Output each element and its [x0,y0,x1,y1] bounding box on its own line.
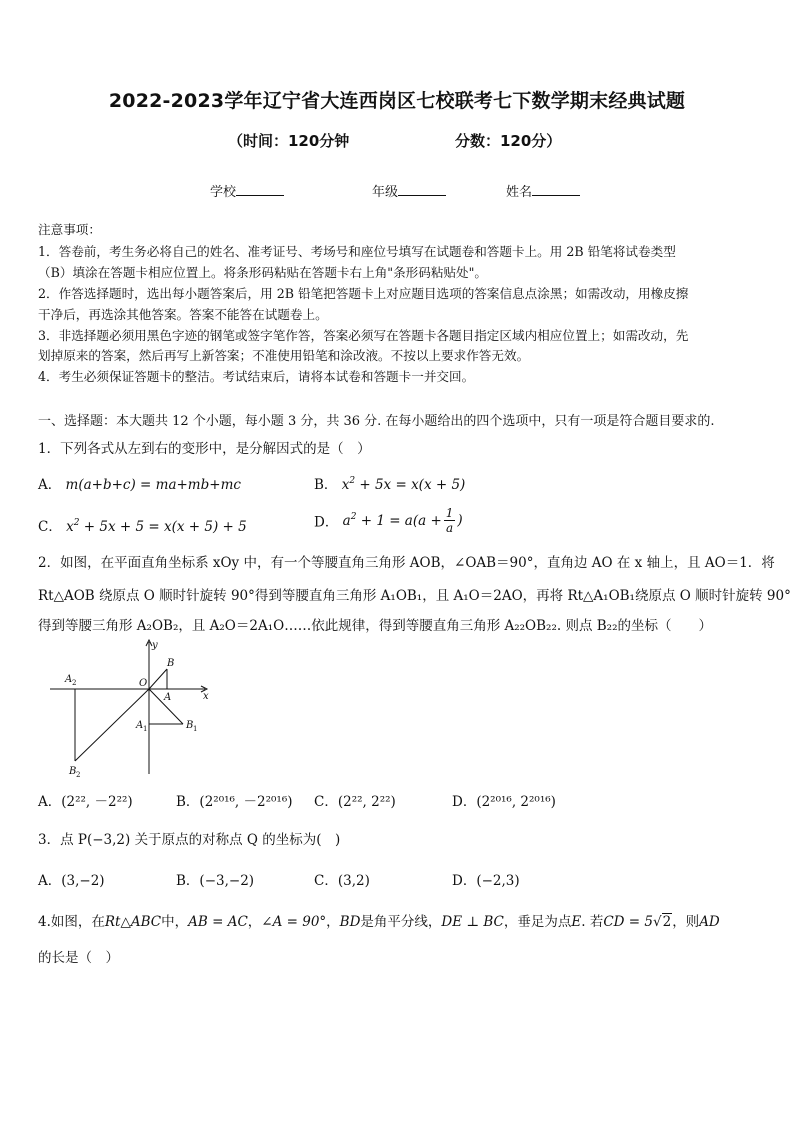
label-b1: B [186,720,194,731]
q1-option-b[interactable] [314,473,465,493]
label-a2-sub: 2 [72,679,77,687]
grade-field [372,181,446,200]
note-line: 1．答卷前，考生务必将自己的姓名、准考证号、考场号和座位号填写在试题卷和答题卡上。用 2B 铅笔将试卷类型 [38,244,676,259]
label-y: y [152,640,158,651]
grade-label: 年级 [372,185,399,200]
option-label: B． [314,477,338,493]
option-label: C． [314,794,338,810]
school-blank[interactable] [236,183,284,196]
q1-option-c[interactable] [38,515,247,535]
q2-line-1: 2．如图，在平面直角坐标系 xOy 中，有一个等腰直角三角形 AOB，∠OAB＝90°，直角边 AO 在 x 轴上，且 AO＝1．将 [38,555,775,571]
q4-math: ∠A = 90° [261,914,327,930]
q4-math: DE ⊥ BC [441,914,504,930]
q3-option-d[interactable] [452,869,520,889]
q4-text: ，则 [672,914,700,930]
section-heading: 一、选择题：本大题共 12 个小题，每小题 3 分，共 36 分. 在每小题给出的四个选项中，只有一项是符合题目要求的. [38,414,715,429]
exam-score: 分数：120分） [455,132,562,150]
name-blank[interactable] [532,183,580,196]
label-b2: B [69,766,77,777]
notes-heading: 注意事项： [38,222,101,237]
q1-option-a-text: m(a+b+c) = ma+mb+mc [65,477,241,493]
q4-text: ， [326,914,340,930]
q1-stem: 1．下列各式从左到右的变形中，是分解因式的是（ ） [38,441,371,457]
q4-text: 中， [161,914,189,930]
q3-option-b[interactable] [176,869,254,889]
option-label: A． [38,873,62,889]
school-label: 学校 [210,185,237,200]
option-label: C． [314,873,338,889]
q4-text: . 若 [581,914,604,930]
q3-option-a[interactable] [38,869,105,889]
option-label: A． [38,794,62,810]
fraction: $\frac{1}{a}$ [445,506,454,535]
q4-math: AB = AC [188,914,248,930]
option-label: D． [314,514,339,531]
q4-text: ，垂足为点 [503,914,572,930]
q4-text: ， [247,914,262,930]
option-label: B． [176,794,200,810]
note-line: （B）填涂在答题卡相应位置上。将条形码粘贴在答题卡右上角"条形码粘贴处"。 [38,265,488,280]
name-label: 姓名 [506,185,533,200]
label-x: x [203,691,209,702]
q2-option-a-text: (2²², －2²²) [61,794,133,810]
q1-option-d-text: $a^2 + 1 = a(a$ + [342,512,442,529]
q2-option-d-text: (2²⁰¹⁶, 2²⁰¹⁶) [476,794,556,810]
option-label: D． [452,873,477,889]
q2-option-d[interactable] [452,790,556,810]
school-field [210,181,284,200]
q4-text: 是角平分线， [360,914,442,930]
q2-option-a[interactable] [38,790,133,810]
note-line: 干净后，再选涂其他答案。答案不能答在试题卷上。 [38,307,328,322]
q4-line-2: 的长是（ ） [38,950,119,966]
label-b: B [167,658,175,669]
q4-line-1: 4.如图，在Rt△ABC中，AB = AC，∠A = 90°，BD是角平分线，DE ⊥ BC，垂足为点E. 若CD = 5√2，则AD [38,914,720,930]
label-b1-sub: 1 [193,725,198,733]
option-label: A． [38,477,62,493]
q4-text: 4.如图，在 [38,914,105,930]
note-line: 划掉原来的答案，然后再写上新答案；不准使用铅笔和涂改液。不按以上要求作答无效。 [38,348,530,363]
label-b2-sub: 2 [76,771,81,779]
q2-coordinate-figure [50,636,220,781]
q1-option-c-text: $x^2 + 5x + 5 = x(x + 5) + 5$ [66,518,247,535]
option-label: D． [452,794,477,810]
name-field [506,181,580,200]
q3-option-c-text: (3,2) [337,873,370,889]
option-label: C． [38,519,62,535]
label-a1: A [136,720,144,731]
q4-sqrt-value: 2 [662,914,672,930]
label-a2: A [65,674,73,685]
q4-math: CD = 5 [603,914,653,930]
q3-option-a-text: (3,−2) [61,873,105,889]
q3-option-d-text: (−2,3) [476,873,520,889]
segment-ob [149,669,167,689]
q1-option-d[interactable]: D． $a^2 + 1 = a(a$ + $\frac{1}{a}$ ) [314,506,463,535]
q3-stem: 3．点 P(−3,2) 关于原点的对称点 Q 的坐标为( ) [38,832,341,848]
label-a1-sub: 1 [143,725,148,733]
q4-math: AD [699,914,720,930]
q4-math: Rt△ABC [104,914,162,930]
q2-option-b[interactable] [176,790,293,810]
q2-line-2: Rt△AOB 绕原点 O 顺时针旋转 90°得到等腰直角三角形 A₁OB₁，且 A₁O＝2AO，再将 Rt△A₁OB₁绕原点 O 顺时针旋转 90° [38,588,791,604]
option-label: B． [176,873,200,889]
label-o: O [139,678,148,689]
q2-option-c[interactable] [314,790,396,810]
grade-blank[interactable] [398,183,446,196]
exam-time: （时间：120分钟 [228,132,350,150]
note-line: 3．非选择题必须用黑色字迹的钢笔或签字笔作答，答案必须写在答题卡各题目指定区域内相应位置上；如需改动，先 [38,328,689,343]
page-title: 2022-2023学年辽宁省大连西岗区七校联考七下数学期末经典试题 [108,90,686,112]
q3-option-c[interactable] [314,869,370,889]
q2-line-3: 得到等腰三角形 A₂OB₂，且 A₂O＝2A₁O……依此规律，得到等腰直角三角形 A₂₂OB₂₂. 则点 B₂₂的坐标（ ） [38,618,712,634]
note-line: 2．作答选择题时，选出每小题答案后，用 2B 铅笔把答题卡上对应题目选项的答案信息点涂黑；如需改动，用橡皮擦 [38,286,689,301]
q3-option-b-text: (−3,−2) [199,873,255,889]
label-a: A [164,692,172,703]
q2-option-b-text: (2²⁰¹⁶, －2²⁰¹⁶) [199,794,293,810]
q4-math: BD [339,914,361,930]
note-line: 4．考生必须保证答题卡的整洁。考试结束后，请将本试卷和答题卡一并交回。 [38,369,475,384]
q1-option-b-text: $x^2 + 5x = x(x + 5)$ [341,476,466,493]
q2-option-c-text: (2²², 2²²) [337,794,396,810]
q4-math: E [571,914,582,930]
q1-option-a[interactable] [38,473,241,493]
